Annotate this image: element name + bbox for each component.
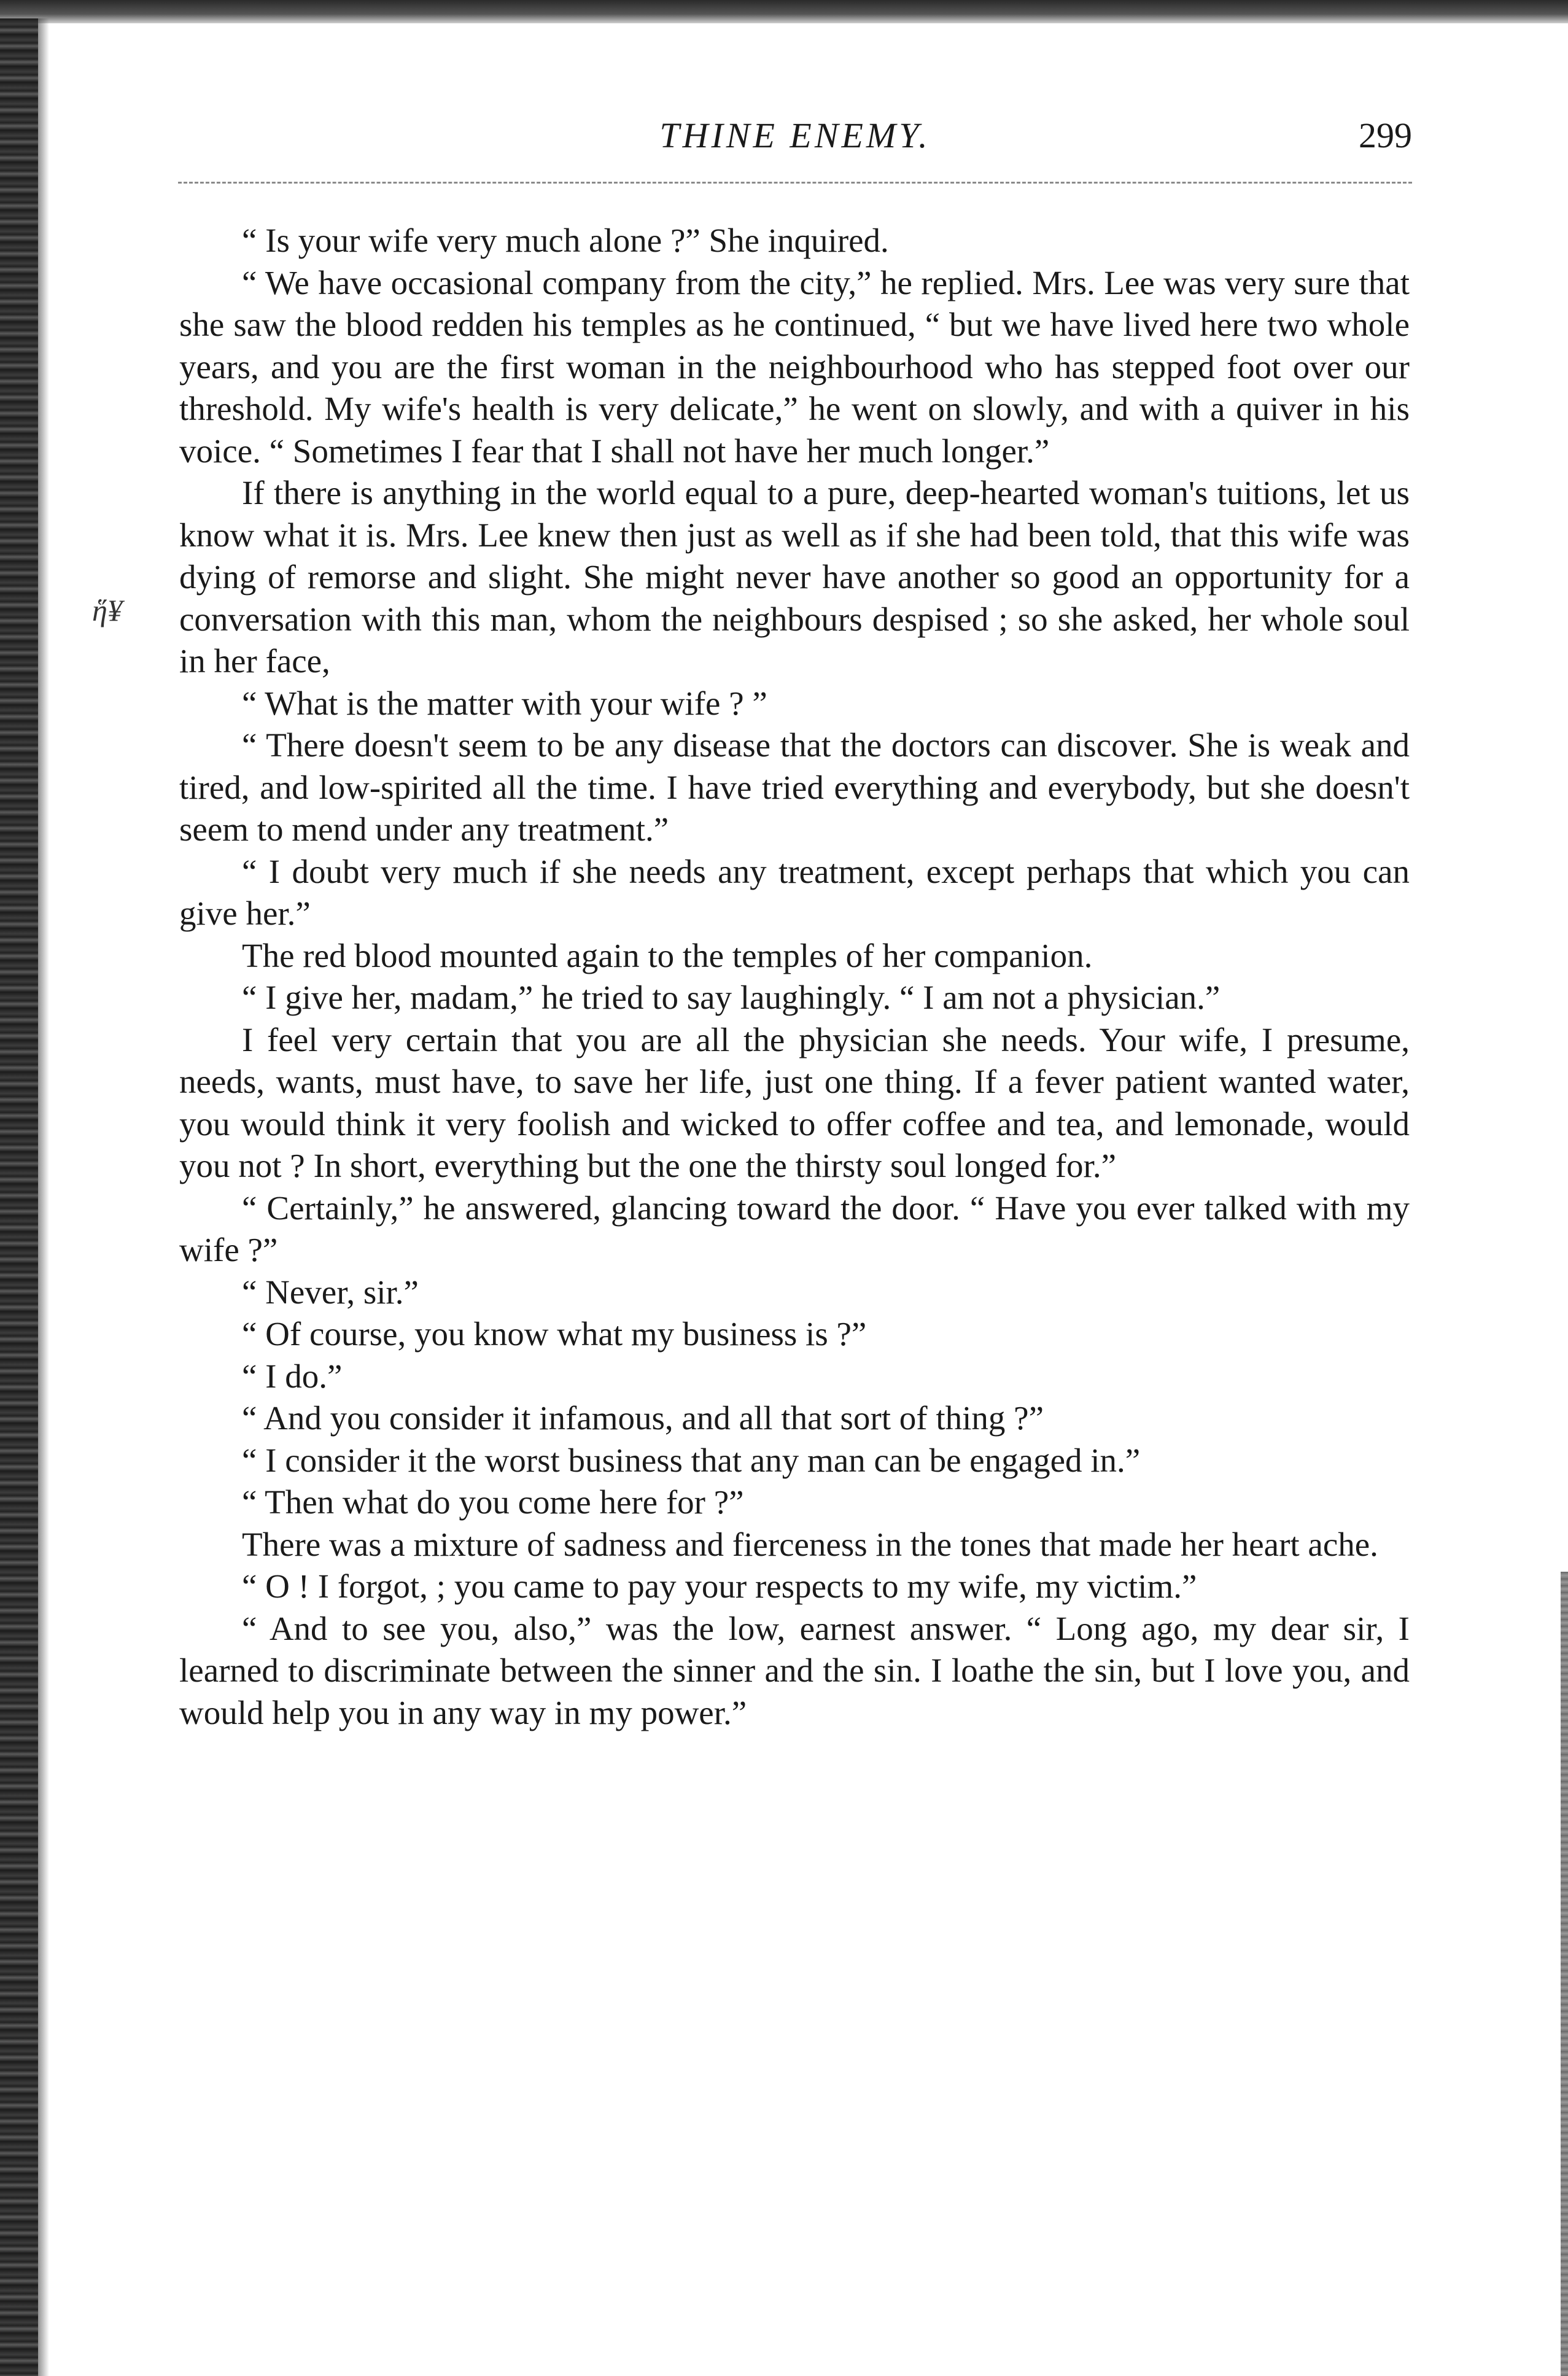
paragraph: “ And to see you, also,” was the low, earnest answer. “ Long ago, my dear sir, I learned to discriminate between the sinner and the sin. I loathe the sin, but I love you, and would help you in any way in my power.” xyxy=(179,1609,1410,1731)
top-border xyxy=(0,0,1568,23)
body-text xyxy=(179,220,1410,1734)
paragraph: “ We have occasional company from the city,” he replied. Mrs. Lee was very sure that she saw the blood redden his temples as he continued, “ but we have lived here two whole years, and you are the first woman in the neighbourhood who has stepped foot over our threshold. My wife's health is very delicate,” he went on slowly, and with a quiver in his voice. “ Sometimes I fear that I shall not have her much longer.” xyxy=(179,263,1410,470)
paragraph: “ Is your wife very much alone ?” She inquired. xyxy=(242,222,889,259)
margin-annotation: ἥ¥ xyxy=(92,593,123,627)
paragraph: “ I consider it the worst business that any man can be engaged in.” xyxy=(242,1441,1141,1479)
paragraph: “ There doesn't seem to be any disease that the doctors can discover. She is weak and tired, and low-spirited all the time. I have tried everything and everybody, but she doesn't seem to mend under any treatment.” xyxy=(179,726,1410,848)
paragraph: “ O ! I forgot, ; you came to pay your respects to my wife, my victim.” xyxy=(242,1567,1197,1605)
paragraph: I feel very certain that you are all the physician she needs. Your wife, I presume, needs, wants, must have, to save her life, just one thing. If a fever patient wanted water, you would think it very foolish and wicked to offer coffee and tea, and lemonade, would you not ? In short, everything but the one the thirsty soul longed for.” xyxy=(179,1020,1410,1184)
paragraph: “ Certainly,” he answered, glancing toward the door. “ Have you ever talked with my wife ?” xyxy=(179,1189,1410,1268)
paragraph: “ And you consider it infamous, and all that sort of thing ?” xyxy=(242,1399,1044,1437)
right-page-edge xyxy=(1561,1572,1568,2376)
paragraph: If there is anything in the world equal to a pure, deep-hearted woman's tuitions, let us know what it is. Mrs. Lee knew then just as well as if she had been told, that this wife was dying of remorse and slight. She might never have another so good an opportunity for a conversation with this man, whom the neighbours despised ; so she asked, her whole soul in her face, xyxy=(179,474,1410,680)
page-header xyxy=(178,108,1412,163)
paragraph: “ Of course, you know what my business is ?” xyxy=(242,1315,867,1353)
paragraph: “ I doubt very much if she needs any treatment, except perhaps that which you can give her.” xyxy=(179,852,1410,932)
paragraph: “ Never, sir.” xyxy=(242,1273,419,1311)
header-rule xyxy=(178,182,1412,184)
paragraph: “ Then what do you come here for ?” xyxy=(242,1483,744,1521)
paragraph: “ What is the matter with your wife ? ” xyxy=(242,684,767,722)
page-number: 299 xyxy=(1359,115,1412,155)
running-title: THINE ENEMY. xyxy=(659,115,931,155)
left-page-edge xyxy=(0,18,38,2376)
paragraph: There was a mixture of sadness and fierceness in the tones that made her heart ache. xyxy=(242,1525,1378,1563)
paragraph: “ I do.” xyxy=(242,1357,343,1395)
paragraph: “ I give her, madam,” he tried to say laughingly. “ I am not a physician.” xyxy=(242,979,1221,1016)
paragraph: The red blood mounted again to the temples of her companion. xyxy=(242,936,1093,974)
